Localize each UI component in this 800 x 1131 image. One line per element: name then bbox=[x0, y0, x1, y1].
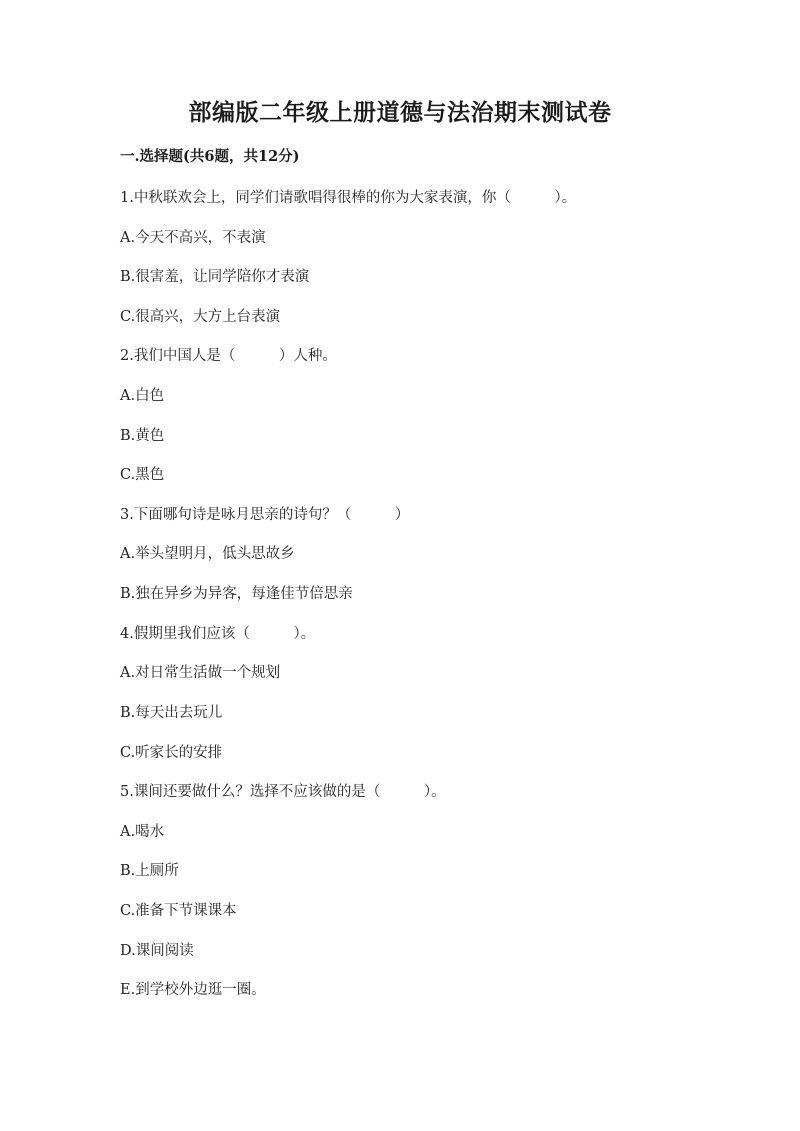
question-2-stem: 2.我们中国人是（ ）人种。 bbox=[120, 348, 337, 364]
question-2-option-b: B.黄色 bbox=[120, 428, 165, 444]
question-3-stem: 3.下面哪句诗是咏月思亲的诗句？（ ） bbox=[120, 507, 410, 523]
question-5-stem: 5.课间还要做什么？选择不应该做的是（ ）。 bbox=[120, 784, 446, 800]
question-2-option-a: A.白色 bbox=[120, 388, 165, 404]
question-1-option-a: A.今天不高兴，不表演 bbox=[120, 230, 266, 246]
question-2-option-c: C.黑色 bbox=[120, 467, 165, 483]
exam-title: 部编版二年级上册道德与法治期末测试卷 bbox=[188, 99, 612, 126]
question-1-option-b: B.很害羞，让同学陪你才表演 bbox=[120, 269, 310, 285]
question-4-option-a: A.对日常生活做一个规划 bbox=[120, 665, 281, 681]
question-5-option-c: C.准备下节课课本 bbox=[120, 903, 237, 919]
section-heading-choice: 一.选择题(共6题，共12分) bbox=[120, 148, 300, 165]
question-4-option-c: C.听家长的安排 bbox=[120, 745, 223, 761]
question-5-option-a: A.喝水 bbox=[120, 824, 165, 840]
question-3-option-b: B.独在异乡为异客，每逢佳节倍思亲 bbox=[120, 586, 353, 602]
question-4-stem: 4.假期里我们应该（ ）。 bbox=[120, 626, 316, 642]
question-4-option-b: B.每天出去玩儿 bbox=[120, 705, 223, 721]
question-5-option-b: B.上厕所 bbox=[120, 863, 179, 879]
question-1-option-c: C.很高兴，大方上台表演 bbox=[120, 309, 281, 325]
question-5-option-d: D.课间阅读 bbox=[120, 943, 194, 959]
question-3-option-a: A.举头望明月，低头思故乡 bbox=[120, 546, 295, 562]
question-5-option-e: E.到学校外边逛一圈。 bbox=[120, 982, 266, 998]
question-1-stem: 1.中秋联欢会上，同学们请歌唱得很棒的你为大家表演，你（ ）。 bbox=[120, 190, 577, 206]
